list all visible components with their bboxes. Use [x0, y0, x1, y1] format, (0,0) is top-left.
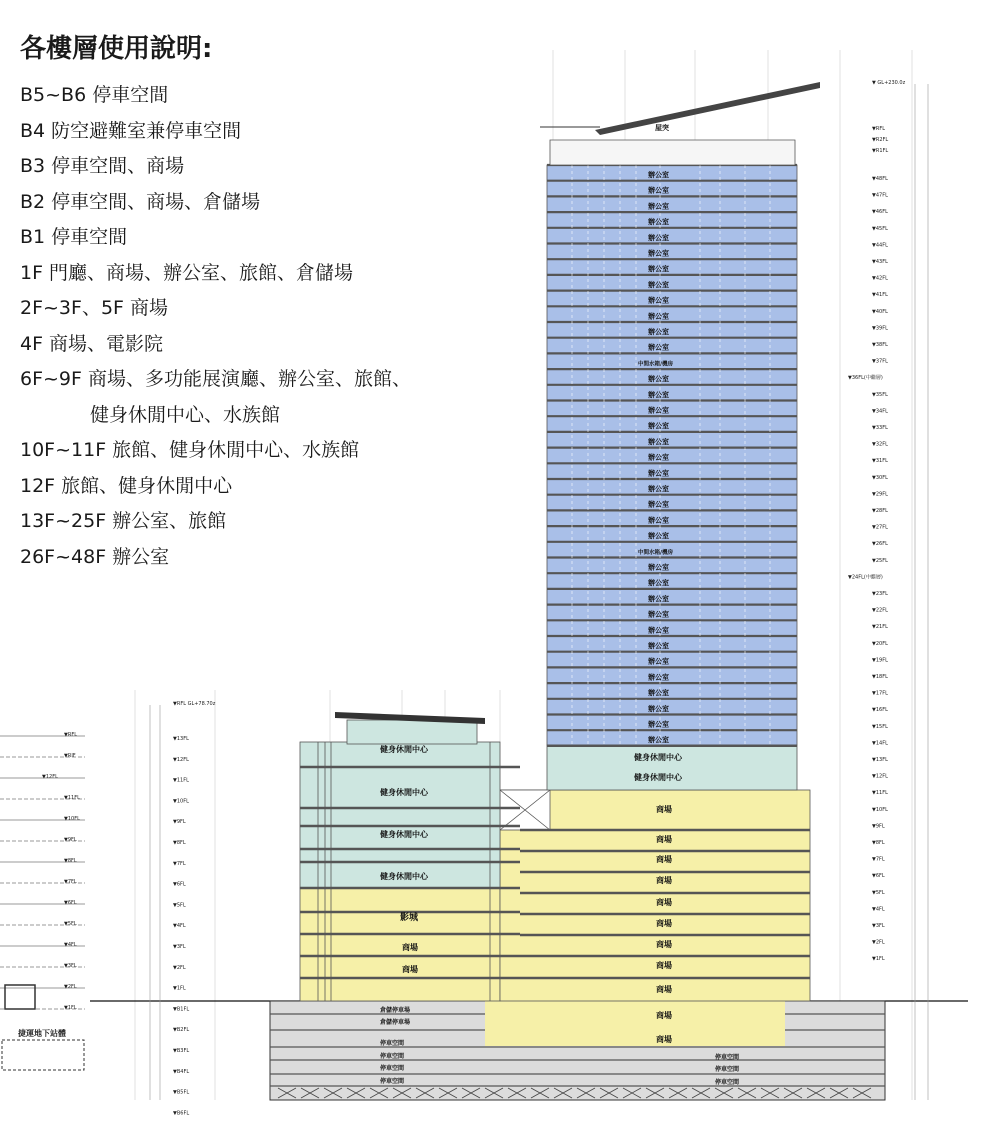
tower-level-label: ▼19FL [872, 657, 888, 664]
tower-section [540, 82, 820, 790]
office-label: 辦公室 [648, 673, 669, 682]
tower-level-label: ▼10FL [872, 806, 888, 813]
tower-level-label: ▼40FL [872, 308, 888, 315]
podium-roof-level: ▼RFL GL+78.70z [173, 701, 216, 707]
tower-fitness-block [547, 745, 797, 790]
roof-top-level: ▼ GL+230.0z [872, 80, 906, 86]
office-label: 辦公室 [648, 720, 669, 729]
mall-label: 商場 [656, 940, 672, 949]
fitness-label: 健身休閒中心 [380, 830, 428, 839]
adjacent-building-section [0, 732, 85, 1070]
left-level-label: ▼3FL [64, 963, 77, 969]
legend-item-b5-b6: B5~B6 停車空間 [20, 84, 169, 106]
left-level-label: ▼12FL [42, 774, 58, 780]
tower-level-label: ▼18FL [872, 674, 888, 680]
basement-room-label: 停車空間 [380, 1065, 405, 1072]
left-level-label: ▼RIF [64, 753, 76, 759]
tower-level-label: ▼8FL [872, 840, 885, 846]
tower-level-label: ▼R1FL [872, 148, 889, 154]
mall-label: 商場 [402, 943, 418, 952]
office-label: 辦公室 [648, 390, 669, 399]
mall-label: 商場 [656, 1011, 672, 1020]
office-label: 辦公室 [648, 453, 669, 462]
metro-station-box [2, 1040, 84, 1070]
podium-level-label: ▼B2FL [173, 1027, 190, 1034]
tower-level-label: ▼31FL [872, 458, 888, 465]
office-label: 辦公室 [648, 233, 669, 242]
office-label: 辦公室 [648, 736, 669, 745]
podium-level-label: ▼6FL [173, 881, 186, 888]
office-label: 辦公室 [648, 642, 669, 650]
tower-level-label: ▼24FL(中繼層) [848, 574, 883, 581]
podium-level-label: ▼B4FL [173, 1068, 190, 1075]
mall-label: 商場 [656, 855, 672, 864]
office-label: 辦公室 [648, 704, 669, 713]
podium-level-label: ▼3FL [173, 944, 186, 950]
roof-label: 屋突 [655, 124, 669, 132]
legend-item-13f-25f: 13F~25F 辦公室、旅館 [20, 510, 227, 532]
podium-level-label: ▼12FL [173, 756, 189, 763]
tower-level-label: ▼R2FL [872, 137, 889, 143]
office-label: 辦公室 [648, 406, 669, 415]
office-label: 辦公室 [648, 500, 669, 509]
tower-level-label: ▼27FL [872, 524, 888, 531]
podium-level-label: ▼9FL [173, 819, 186, 826]
office-label: 辦公室 [648, 516, 669, 525]
office-label: 辦公室 [648, 343, 669, 352]
podium-mall-west [300, 888, 500, 1001]
left-level-label: ▼11FL [64, 795, 80, 801]
metro-station-label: 捷運地下站體 [18, 1029, 66, 1038]
tower-level-label: ▼20FL [872, 640, 888, 647]
podium-level-label: ▼5FL [173, 902, 186, 909]
left-level-label: ▼8FL [64, 858, 77, 864]
legend-item-12f: 12F 旅館、健身休閒中心 [20, 474, 233, 497]
tower-level-label: ▼35FL [872, 391, 888, 398]
left-level-label: ▼9FL [64, 837, 77, 843]
office-label: 辦公室 [648, 202, 669, 211]
tower-level-label: ▼44FL [872, 242, 888, 249]
office-label: 辦公室 [648, 186, 669, 195]
podium-level-label: ▼B6FL [173, 1110, 190, 1117]
left-level-label: ▼7FL [64, 879, 77, 885]
fitness-wing [300, 742, 500, 888]
tower-level-label: ▼12FL [872, 773, 888, 780]
tower-level-label: ▼23FL [872, 591, 888, 597]
tower-level-label: ▼3FL [872, 923, 885, 929]
tower-level-label: ▼41FL [872, 292, 888, 299]
legend-item-4f: 4F 商場、電影院 [20, 332, 164, 355]
office-label: 辦公室 [648, 437, 669, 446]
refuge-floor-label: 中間水箱/機房 [638, 361, 674, 368]
office-label: 辦公室 [648, 280, 669, 289]
mall-label: 商場 [656, 1035, 672, 1044]
tower-level-label: ▼15FL [872, 723, 888, 730]
fitness-label: 健身休閒中心 [380, 745, 428, 754]
tower-level-label: ▼38FL [872, 342, 888, 348]
legend-item-b2: B2 停車空間、商場、倉儲場 [20, 190, 261, 213]
tower-level-label: ▼26FL [872, 541, 888, 548]
basement-room-label: 停車空間 [380, 1078, 405, 1085]
office-label: 辦公室 [648, 626, 669, 635]
mall-label: 商場 [656, 919, 672, 928]
tower-level-label: ▼21FL [872, 624, 888, 631]
tower-level-label: ▼9FL [872, 823, 885, 830]
office-label: 辦公室 [648, 375, 669, 384]
legend-item-26f-48f: 26F~48F 辦公室 [20, 545, 170, 568]
legend-item-10f-11f: 10F~11F 旅館、健身休閒中心、水族館 [20, 439, 360, 461]
office-label: 辦公室 [648, 610, 669, 619]
podium-level-label: ▼2FL [173, 964, 186, 971]
tower-level-label: ▼17FL [872, 690, 888, 697]
mall-label: 商場 [656, 985, 672, 994]
podium-level-label: ▼8FL [173, 840, 186, 846]
tower-level-label: ▼45FL [872, 225, 888, 232]
tower-level-label: ▼RFL [872, 126, 885, 132]
left-level-label: ▼RFL [64, 732, 77, 738]
tower-level-label: ▼48FL [872, 176, 888, 182]
refuge-floor-label: 中間水箱/機房 [638, 549, 674, 556]
legend-item-1f: 1F 門廳、商場、辦公室、旅館、倉儲場 [20, 261, 354, 284]
office-label: 辦公室 [648, 171, 669, 179]
left-level-label: ▼10FL [64, 816, 80, 822]
left-level-label: ▼5FL [64, 921, 77, 927]
crown-roof-blade [595, 82, 820, 135]
office-label: 辦公室 [648, 657, 669, 666]
legend-item-b4: B4 防空避難室兼停車空間 [20, 119, 242, 142]
podium-level-label: ▼10FL [173, 798, 189, 805]
tower-level-label: ▼2FL [872, 939, 885, 946]
office-label: 辦公室 [648, 469, 669, 478]
tower-level-label: ▼22FL [872, 607, 888, 614]
left-level-label: ▼4FL [64, 942, 77, 948]
tower-level-label: ▼34FL [872, 408, 888, 415]
basement-room-label: 停車空間 [715, 1054, 740, 1061]
office-label: 辦公室 [648, 249, 669, 258]
legend-item-b1: B1 停車空間 [20, 226, 128, 248]
legend-item-2f-5f: 2F~3F、5F 商場 [20, 297, 169, 319]
left-level-label: ▼1FL [64, 1005, 77, 1011]
tower-level-label: ▼11FL [872, 790, 888, 797]
mall-label: 商場 [656, 898, 672, 907]
tower-level-label: ▼28FL [872, 508, 888, 514]
tower-level-label: ▼43FL [872, 259, 888, 265]
tower-level-label: ▼25FL [872, 557, 888, 564]
office-label: 辦公室 [648, 563, 669, 572]
office-label: 辦公室 [648, 594, 669, 603]
left-level-label: ▼6FL [64, 900, 77, 906]
tower-level-label: ▼47FL [872, 192, 888, 199]
mall-label: 商場 [656, 961, 672, 970]
fitness-label: 健身休閒中心 [634, 773, 682, 782]
office-label: 辦公室 [648, 265, 669, 274]
fitness-roof-box [347, 720, 477, 744]
mall-label: 商場 [656, 876, 672, 885]
left-level-label: ▼2FL [64, 984, 77, 990]
tower-level-label: ▼7FL [872, 856, 885, 863]
legend-item-6f-9f-cont: 健身休閒中心、水族館 [90, 403, 281, 426]
basement-room-label: 倉儲停車場 [380, 1007, 411, 1014]
tower-level-label: ▼32FL [872, 441, 888, 448]
office-label: 辦公室 [648, 422, 669, 431]
podium-level-label: ▼1FL [173, 985, 186, 992]
tower-level-label: ▼42FL [872, 275, 888, 282]
podium-level-label: ▼4FL [173, 923, 186, 930]
mall-label: 商場 [402, 965, 418, 974]
office-label: 辦公室 [648, 689, 669, 698]
mall-label: 商場 [656, 805, 672, 814]
tower-level-label: ▼29FL [872, 491, 888, 498]
tower-level-label: ▼46FL [872, 209, 888, 216]
basement-room-label: 倉儲停車場 [380, 1019, 411, 1026]
office-label: 辦公室 [648, 579, 669, 588]
tower-office-block [547, 165, 797, 745]
tower-level-label: ▼36FL(中繼層) [848, 375, 883, 382]
legend-item-6f-9f: 6F~9F 商場、多功能展演廳、辦公室、旅館、 [20, 368, 411, 390]
fitness-label: 健身休閒中心 [634, 753, 682, 762]
left-building-core [5, 985, 35, 1009]
legend-item-b3: B3 停車空間、商場 [20, 155, 185, 177]
mall-label: 商場 [656, 835, 672, 844]
tower-level-label: ▼39FL [872, 325, 888, 332]
tower-level-label: ▼13FL [872, 757, 888, 763]
podium-level-label: ▼7FL [173, 860, 186, 867]
basement-room-label: 停車空間 [380, 1053, 405, 1060]
podium-level-label: ▼B5FL [173, 1089, 190, 1096]
office-label: 辦公室 [648, 312, 669, 321]
office-label: 辦公室 [648, 328, 669, 336]
tower-level-label: ▼4FL [872, 906, 885, 913]
tower-level-label: ▼16FL [872, 707, 888, 714]
office-label: 辦公室 [648, 218, 669, 227]
podium-level-label: ▼11FL [173, 777, 189, 784]
basement-room-label: 停車空間 [380, 1040, 405, 1047]
fitness-label: 健身休閒中心 [380, 788, 428, 797]
tower-level-label: ▼37FL [872, 358, 888, 365]
podium-level-label: ▼13FL [173, 736, 189, 742]
basement-room-label: 停車空間 [715, 1079, 740, 1086]
tower-level-label: ▼14FL [872, 740, 888, 747]
office-label: 辦公室 [648, 296, 669, 305]
podium-level-label: ▼B1FL [173, 1006, 190, 1013]
office-label: 辦公室 [648, 485, 669, 493]
tower-level-label: ▼30FL [872, 474, 888, 481]
basement-mall-zone [485, 1001, 785, 1046]
tower-level-label: ▼33FL [872, 425, 888, 431]
office-label: 辦公室 [648, 532, 669, 541]
fitness-label: 健身休閒中心 [380, 872, 428, 881]
crown-mechanical [550, 140, 795, 165]
podium-level-label: ▼B3FL [173, 1048, 190, 1054]
tower-level-label: ▼5FL [872, 889, 885, 896]
legend-title: 各樓層使用說明: [20, 34, 213, 64]
cinema-label: 影城 [400, 913, 419, 923]
tower-level-label: ▼6FL [872, 873, 885, 880]
tower-level-label: ▼1FL [872, 956, 885, 963]
basement-room-label: 停車空間 [715, 1066, 740, 1073]
